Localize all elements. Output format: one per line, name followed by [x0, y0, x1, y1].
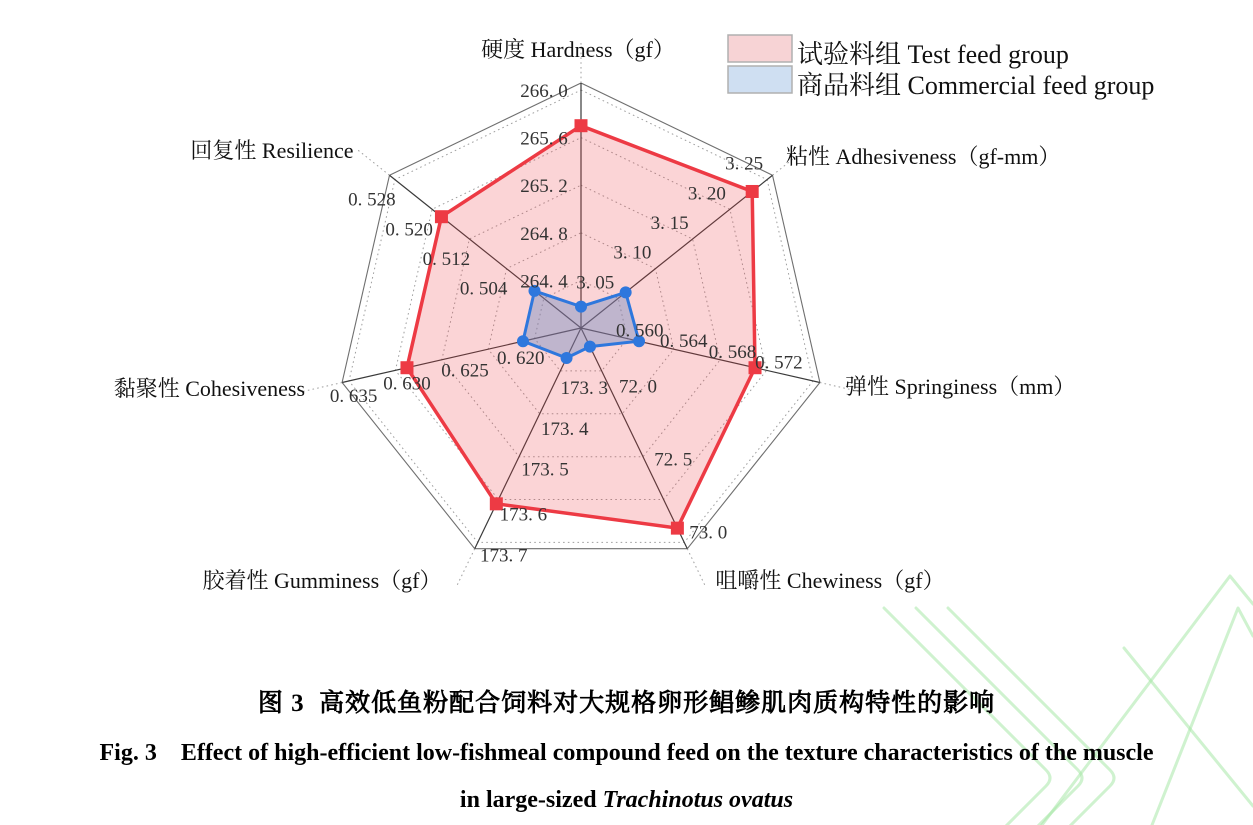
- tick-label: 173. 6: [499, 504, 548, 526]
- data-point-marker: [746, 185, 759, 198]
- tick-label: 72. 5: [654, 449, 693, 471]
- caption-english: Fig. 3 Effect of high-efficient low-fishmeal compound feed on the texture characteristics of the muscle: [99, 740, 1154, 766]
- tick-label: 3. 15: [650, 213, 689, 234]
- data-point-marker: [620, 286, 632, 298]
- caption-species-italic: Trachinotus ovatus: [602, 787, 794, 813]
- watermark-shape: [1124, 648, 1253, 806]
- axis-title: 弹性 Springiness（mm）: [845, 374, 1076, 399]
- data-point-marker: [575, 301, 587, 313]
- tick-label: 0. 564: [660, 330, 708, 352]
- legend-swatch-commercial-feed: [728, 66, 792, 93]
- axis-title: 黏聚性 Cohesiveness: [113, 376, 305, 401]
- tick-label: 73. 0: [689, 522, 728, 544]
- axis-extension: [457, 549, 474, 585]
- data-point-marker: [517, 335, 529, 347]
- tick-label: 265. 2: [520, 176, 568, 198]
- tick-label: 264. 8: [520, 223, 568, 245]
- tick-label: 0. 635: [329, 385, 378, 407]
- tick-label: 72. 0: [619, 376, 657, 398]
- axis-title: 咀嚼性 Chewiness（gf）: [715, 568, 945, 593]
- axis-title: 胶着性 Gumminess（gf）: [202, 568, 442, 593]
- tick-label: 0. 560: [615, 320, 664, 342]
- tick-label: 173. 4: [540, 418, 589, 440]
- tick-label: 173. 3: [560, 378, 609, 400]
- axis-title: 硬度 Hardness（gf）: [481, 37, 675, 62]
- data-point-marker: [561, 352, 573, 364]
- tick-label: 0. 504: [459, 278, 508, 300]
- data-point-marker: [575, 119, 588, 132]
- axis-extension: [358, 150, 389, 175]
- tick-label: 0. 625: [441, 360, 489, 382]
- data-point-marker: [400, 361, 413, 374]
- tick-label: 0. 528: [348, 189, 396, 211]
- tick-label: 0. 520: [385, 219, 433, 241]
- caption-species-prefix: in large-sized: [459, 787, 603, 813]
- legend-label: 试验料组 Test feed group: [797, 40, 1069, 69]
- axis-title: 粘性 Adhesiveness（gf-mm）: [786, 144, 1061, 169]
- data-point-marker: [584, 341, 596, 353]
- axis-title: 回复性 Resilience: [190, 138, 354, 163]
- axis-extension: [687, 549, 704, 585]
- tick-label: 173. 7: [479, 545, 528, 567]
- tick-label: 0. 512: [422, 249, 471, 270]
- data-point-marker: [435, 210, 448, 223]
- caption-chinese: 图 3 高效低鱼粉配合饲料对大规格卵形鲳鲹肌肉质构特性的影响: [257, 690, 996, 717]
- tick-label: 3. 05: [576, 272, 615, 294]
- tick-label: 0. 568: [708, 341, 757, 363]
- tick-label: 0. 630: [383, 373, 431, 395]
- tick-label: 265. 6: [520, 128, 568, 150]
- legend-swatch-test-feed: [728, 35, 792, 62]
- data-point-marker: [671, 522, 684, 535]
- tick-label: 3. 10: [613, 242, 652, 264]
- caption-species: [0, 787, 1253, 814]
- legend-label: 商品料组 Commercial feed group: [797, 71, 1155, 100]
- tick-label: 173. 5: [521, 459, 569, 481]
- tick-label: 266. 0: [520, 81, 568, 102]
- tick-label: 0. 620: [496, 347, 545, 369]
- tick-label: 3. 25: [725, 153, 764, 175]
- tick-label: 3. 20: [687, 183, 726, 205]
- tick-label: 264. 4: [520, 271, 568, 293]
- tick-label: 0. 572: [755, 352, 803, 374]
